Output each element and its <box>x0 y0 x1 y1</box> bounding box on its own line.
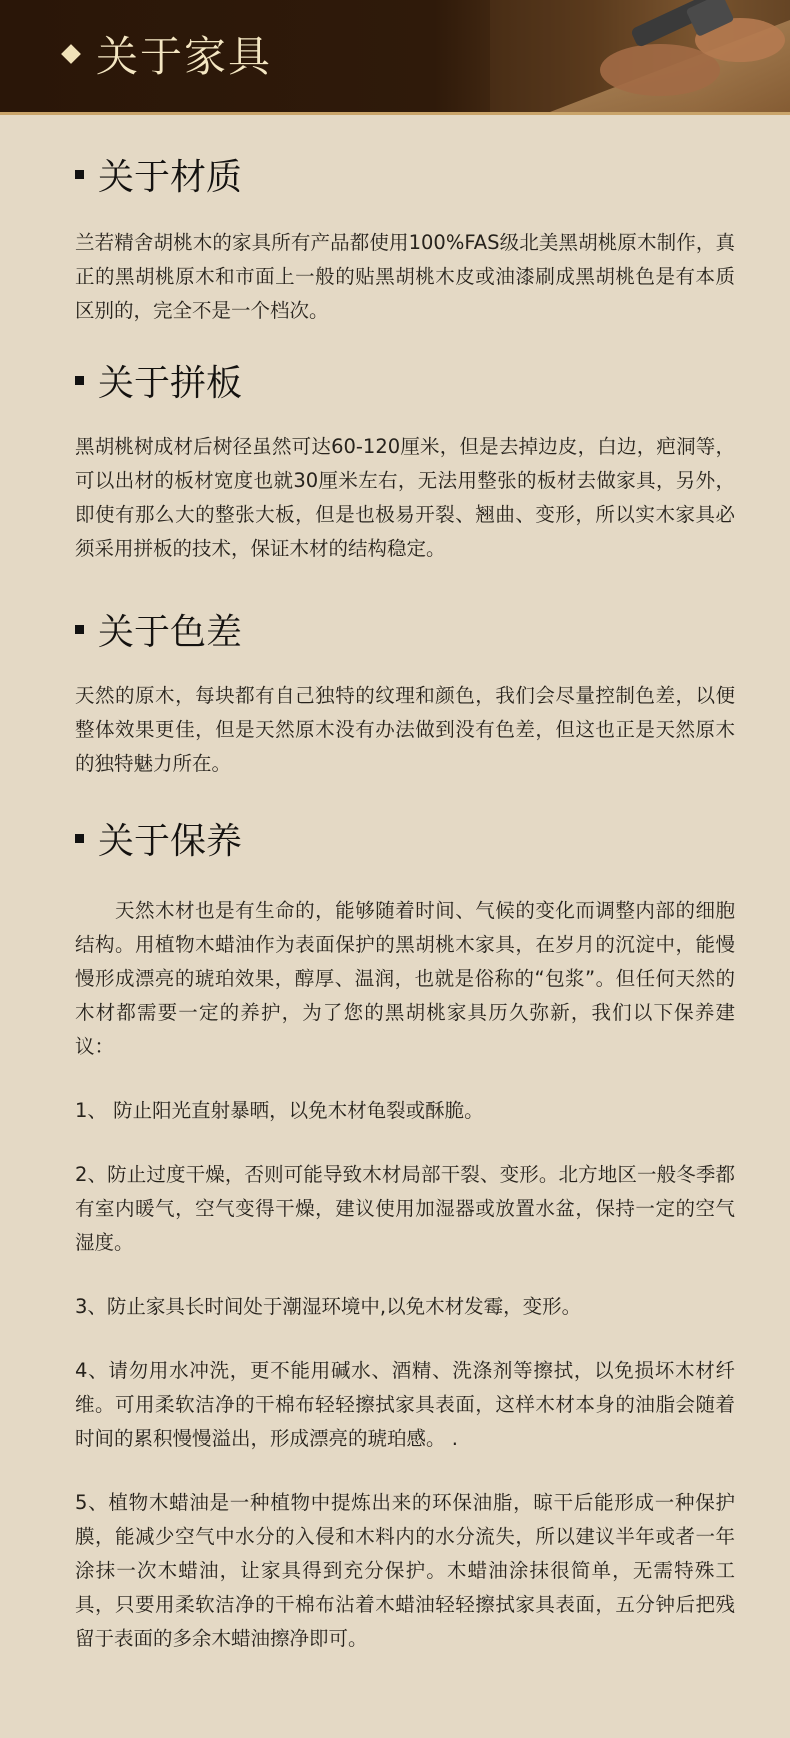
section-material <box>75 148 735 328</box>
tip-item: 3、防止家具长时间处于潮湿环境中,以免木材发霉，变形。 <box>75 1295 582 1318</box>
bullet-square-icon <box>75 625 84 634</box>
section-paragraph: 黑胡桃树成材后树径虽然可达60-120厘米，但是去掉边皮，白边，疤洞等，可以出材的板材宽度也就30厘米左右，无法用整张的板材去做家具，另外，即使有那么大的整张大板，但是也极易开裂、翘曲、变形，所以实木家具必须采用拼板的技术，保证木材的结构稳定。 <box>75 435 735 560</box>
diamond-icon <box>61 44 81 64</box>
section-title: 关于保养 <box>98 820 243 862</box>
section-panel-joining <box>75 354 735 566</box>
section-paragraph: 天然木材也是有生命的，能够随着时间、气候的变化而调整内部的细胞结构。用植物木蜡油作为表面保护的黑胡桃木家具，在岁月的沉淀中，能慢慢形成漂亮的琥珀效果，醇厚、温润，也就是俗称的“包浆”。但任何天然的木材都需要一定的养护，为了您的黑胡桃家具历久弥新，我们以下保养建议： <box>75 899 735 1058</box>
header-banner <box>0 0 790 115</box>
bullet-square-icon <box>75 834 84 843</box>
bullet-square-icon <box>75 376 84 385</box>
section-paragraph: 天然的原木，每块都有自己独特的纹理和颜色，我们会尽量控制色差，以便整体效果更佳，但是天然原木没有办法做到没有色差，但这也正是天然原木的独特魅力所在。 <box>75 684 735 775</box>
section-paragraph: 兰若精舍胡桃木的家具所有产品都使用100%FAS级北美黑胡桃原木制作，真正的黑胡桃原木和市面上一般的贴黑胡桃木皮或油漆刷成黑胡桃色是有本质区别的，完全不是一个档次。 <box>75 231 735 322</box>
section-title: 关于色差 <box>98 611 243 653</box>
section-title: 关于拼板 <box>98 362 243 404</box>
tip-item: 5、植物木蜡油是一种植物中提炼出来的环保油脂，晾干后能形成一种保护膜，能减少空气中水分的入侵和木料内的水分流失，所以建议半年或者一年涂抹一次木蜡油，让家具得到充分保护。木蜡油涂抹很简单，无需特殊工具，只要用柔软洁净的干棉布沾着木蜡油轻轻擦拭家具表面，五分钟后把残留于表面的多余木蜡油擦净即可。 <box>75 1491 735 1650</box>
page-title: 关于家具 <box>96 32 273 81</box>
bullet-square-icon <box>75 170 84 179</box>
tip-item: 4、请勿用水冲洗，更不能用碱水、酒精、洗涤剂等擦拭，以免损坏木材纤维。可用柔软洁净的干棉布轻轻擦拭家具表面，这样木材本身的油脂会随着时间的累积慢慢溢出，形成漂亮的琥珀感。 . <box>75 1359 735 1450</box>
section-title: 关于材质 <box>98 156 243 198</box>
tip-item: 1、 防止阳光直射暴晒，以免木材龟裂或酥脆。 <box>75 1099 484 1122</box>
section-maintenance <box>75 812 735 1656</box>
section-color-difference <box>75 603 735 781</box>
craftsman-photo <box>490 0 790 112</box>
tip-item: 2、防止过度干燥，否则可能导致木材局部干裂、变形。北方地区一般冬季都有室内暖气，空气变得干燥，建议使用加湿器或放置水盆，保持一定的空气湿度。 <box>75 1163 735 1254</box>
